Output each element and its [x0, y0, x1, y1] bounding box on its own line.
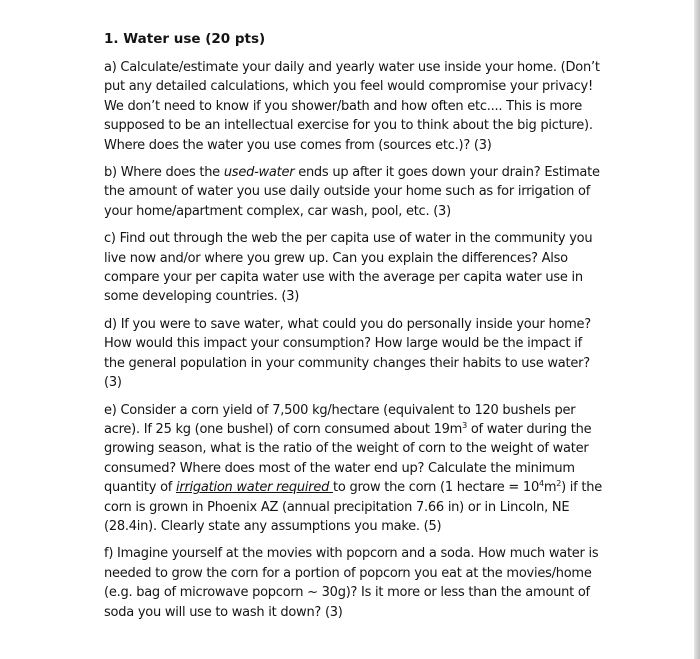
question-e-part3: to grow the corn (1 hectare = 10 [333, 480, 539, 496]
question-e-part2: of water during the growing season, what is the ratio of the weight of corn to the weight of water consumed? Where does most of the water end up? Calculate the minimum quantity of [104, 421, 592, 496]
question-b-pre: b) Where does the [104, 165, 224, 181]
question-a: a) Calculate/estimate your daily and yearly water use inside your home. (Don’t put any detailed calculations, which you feel would compromise your privacy! We don’t need to know if you shower/bath and how often etc.... This is more supposed to be an intellectual exercise for you to think about the big picture). Where does the water you use comes from (sources etc.)? (3) [104, 60, 600, 153]
question-b-italic: used-water [223, 165, 295, 181]
question-b [104, 163, 604, 221]
page-edge [694, 0, 700, 659]
question-e-part1: e) Consider a corn yield of 7,500 kg/hectare (equivalent to 120 bushels per acre). If 25 kg (one bushel) of corn consumed about 19m [104, 402, 576, 437]
question-f: f) Imagine yourself at the movies with popcorn and a soda. How much water is needed to grow the corn for a portion of popcorn you eat at the movies/home (e.g. bag of microwave popcorn ~ 30g)? Is it more or less than the amount of soda you will use to wash it down? (3) [104, 546, 599, 620]
superscript-4: 4 [538, 479, 544, 489]
superscript-3: 3 [462, 420, 467, 430]
page-title [104, 30, 604, 49]
question-title: Water use (20 pts) [123, 31, 266, 47]
question-b-post: ends up after it goes down your drain? Estimate the amount of water you use daily outside your home such as for irrigation of your home/apartment complex, car wash, pool, etc. (3) [104, 165, 600, 219]
question-e [104, 401, 604, 537]
question-e-part4: m [543, 480, 557, 496]
document-body [104, 30, 604, 630]
question-number: 1. [104, 31, 119, 47]
question-d: d) If you were to save water, what could you do personally inside your home? How would this impact your consumption? How large would be the impact if the general population in your community changes their habits to use water? (3) [104, 316, 591, 391]
underlined-phrase: irrigation water required [176, 480, 334, 496]
question-c: c) Find out through the web the per capita use of water in the community you live now and/or where you grew up. Can you explain the differences? Also compare your per capita water use with the average per capita water use in some developing countries. (3) [104, 231, 593, 305]
superscript-2: 2 [556, 479, 562, 489]
question-e-part5: ) if the corn is grown in Phoenix AZ (annual precipitation 7.66 in) or in Lincoln, NE (28.4in). Clearly state any assumptions you make. (5) [104, 480, 602, 534]
